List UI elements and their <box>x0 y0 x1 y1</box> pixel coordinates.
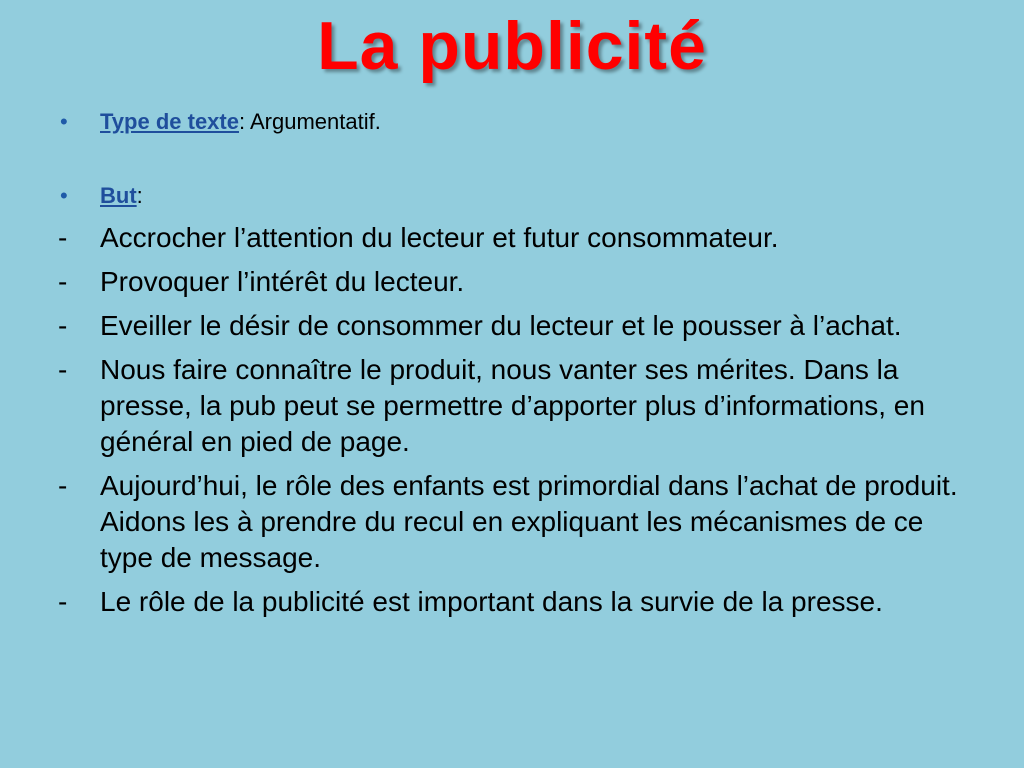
slide-title: La publicité <box>317 8 707 84</box>
purpose-list <box>58 220 978 628</box>
dash-marker: - <box>58 586 68 617</box>
bullet-type-de-texte <box>60 108 381 136</box>
dash-marker: - <box>58 310 68 341</box>
bullet-dot-icon: • <box>60 109 68 134</box>
type-de-texte-value: : Argumentatif. <box>238 109 381 134</box>
but-label: But <box>100 183 137 208</box>
list-item-text: Le rôle de la publicité est important dans la survie de la presse. <box>100 586 883 617</box>
list-item-text: Accrocher l’attention du lecteur et futur consommateur. <box>100 222 779 253</box>
bullet-dot-icon: • <box>60 183 68 208</box>
but-colon: : <box>136 183 143 208</box>
list-item-text: Eveiller le désir de consommer du lecteur et le pousser à l’achat. <box>100 310 902 341</box>
list-item <box>58 352 978 460</box>
list-item-text: Provoquer l’intérêt du lecteur. <box>100 266 465 297</box>
dash-marker: - <box>58 470 68 501</box>
list-item <box>58 220 978 256</box>
dash-marker: - <box>58 354 68 385</box>
list-item <box>58 308 978 344</box>
list-item <box>58 264 978 300</box>
list-item-text: Aujourd’hui, le rôle des enfants est primordial dans l’achat de produit. Aidons les à prendre du recul en expliquant les mécanismes de ce type de message. <box>100 470 958 573</box>
dash-marker: - <box>58 266 68 297</box>
list-item-text: Nous faire connaître le produit, nous vanter ses mérites. Dans la presse, la pub peut se permettre d’apporter plus d’informations, en général en pied de page. <box>100 354 925 457</box>
list-item <box>58 468 978 576</box>
list-item <box>58 584 978 620</box>
dash-marker: - <box>58 222 68 253</box>
bullet-but <box>60 182 143 210</box>
type-de-texte-label: Type de texte <box>100 109 239 134</box>
